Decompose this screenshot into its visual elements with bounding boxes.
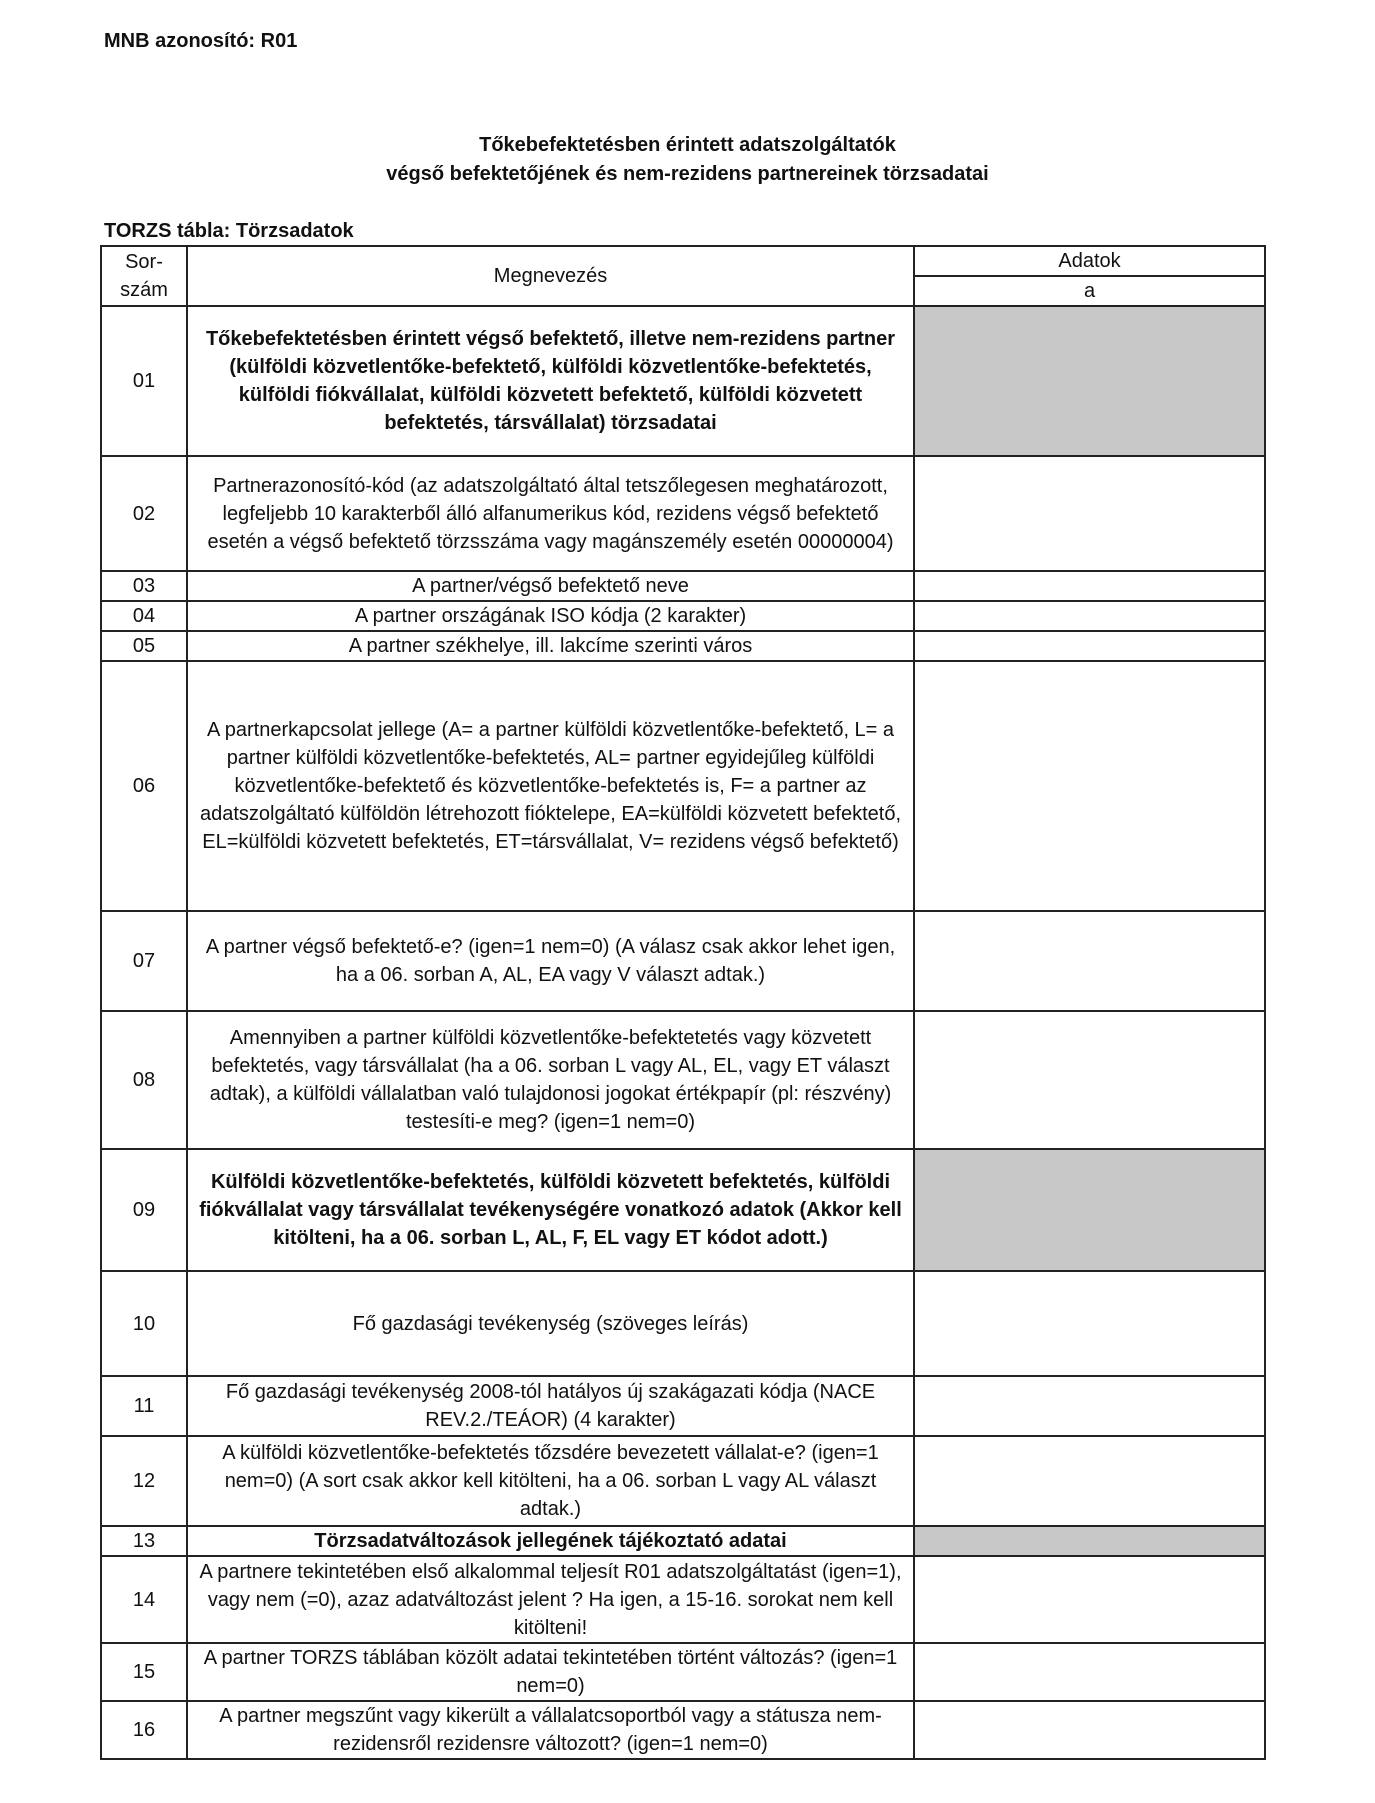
row-data-cell[interactable]: [914, 631, 1265, 661]
row-label: A partner/végső befektető neve: [187, 571, 914, 601]
torzs-table: [100, 245, 1266, 1760]
header-sorszam: [101, 246, 187, 306]
header-sorszam-line2: szám: [120, 279, 168, 301]
row-label: A partnerkapcsolat jellege (A= a partner külföldi közvetlentőke-befektető, L= a partner külföldi közvetlentőke-befektetés, AL= partner egyidejűleg külföldi közvetlentőke-befektető és közvetlentőke-befektetés is, F= a partner az adatszolgáltató külföldön létrehozott fióktelepe, EA=külföldi közvetett befektető, EL=külföldi közvetett befektetés, ET=társvállalat, V= rezidens végső befektető): [187, 661, 914, 911]
row-label: A partner TORZS táblában közölt adatai tekintetében történt változás? (igen=1 nem=0): [187, 1643, 914, 1701]
table-row: [101, 571, 1265, 601]
row-data-cell[interactable]: [914, 1643, 1265, 1701]
row-data-cell[interactable]: [914, 456, 1265, 571]
row-number: 12: [101, 1436, 187, 1526]
row-label: A partnere tekintetében első alkalommal teljesít R01 adatszolgáltatást (igen=1), vagy nem (=0), azaz adatváltozást jelent ? Ha igen, a 15-16. sorokat nem kell kitölteni!: [187, 1556, 914, 1643]
row-number: 10: [101, 1271, 187, 1376]
row-number: 15: [101, 1643, 187, 1701]
row-label: Partnerazonosító-kód (az adatszolgáltató által tetszőlegesen meghatározott, legfeljebb 10 karakterből álló alfanumerikus kód, rezidens végső befektető esetén a végső befektető törzsszáma vagy magánszemély esetén 00000004): [187, 456, 914, 571]
row-number: 04: [101, 601, 187, 631]
table-row: [101, 1436, 1265, 1526]
table-row: [101, 306, 1265, 456]
row-number: 02: [101, 456, 187, 571]
table-row: [101, 1643, 1265, 1701]
table-row: [101, 661, 1265, 911]
row-label: A külföldi közvetlentőke-befektetés tőzsdére bevezetett vállalat-e? (igen=1 nem=0) (A sort csak akkor kell kitölteni, ha a 06. sorban L vagy AL választ adtak.): [187, 1436, 914, 1526]
table-row: [101, 631, 1265, 661]
row-label: A partner megszűnt vagy kikerült a vállalatcsoportból vagy a státusza nem-rezidensről rezidensre változott? (igen=1 nem=0): [187, 1701, 914, 1759]
header-megnevezes: Megnevezés: [187, 246, 914, 306]
row-label: Fő gazdasági tevékenység (szöveges leírás): [187, 1271, 914, 1376]
row-data-cell[interactable]: [914, 911, 1265, 1011]
row-number: 09: [101, 1149, 187, 1271]
row-data-cell[interactable]: [914, 571, 1265, 601]
table-row: [101, 1701, 1265, 1759]
row-data-cell-shaded: [914, 1526, 1265, 1556]
row-number: 03: [101, 571, 187, 601]
row-data-cell[interactable]: [914, 1011, 1265, 1149]
row-label: Tőkebefektetésben érintett végső befektető, illetve nem-rezidens partner (külföldi közvetlentőke-befektető, külföldi közvetlentőke-befektetés, külföldi fiókvállalat, külföldi közvetett befektető, külföldi közvetett befektetés, társvállalat) törzsadatai: [187, 306, 914, 456]
table-row: [101, 1526, 1265, 1556]
row-data-cell[interactable]: [914, 1271, 1265, 1376]
row-label: A partner végső befektető-e? (igen=1 nem=0) (A válasz csak akkor lehet igen, ha a 06. sorban A, AL, EA vagy V választ adtak.): [187, 911, 914, 1011]
header-adatok: Adatok: [914, 246, 1265, 276]
row-data-cell[interactable]: [914, 1376, 1265, 1436]
table-row: [101, 456, 1265, 571]
table-row: [101, 1556, 1265, 1643]
row-data-cell-shaded: [914, 306, 1265, 456]
row-number: 08: [101, 1011, 187, 1149]
table-row: [101, 1011, 1265, 1149]
row-label: Fő gazdasági tevékenység 2008-tól hatályos új szakágazati kódja (NACE REV.2./TEÁOR) (4 karakter): [187, 1376, 914, 1436]
row-label: A partner székhelye, ill. lakcíme szerinti város: [187, 631, 914, 661]
document-title-line2: végső befektetőjének és nem-rezidens partnereinek törzsadatai: [386, 163, 989, 185]
row-data-cell[interactable]: [914, 661, 1265, 911]
table-caption: TORZS tábla: Törzsadatok: [104, 220, 354, 242]
table-row: [101, 911, 1265, 1011]
header-row-1: [101, 246, 1265, 276]
mnb-identifier: MNB azonosító: R01: [104, 30, 298, 52]
row-number: 06: [101, 661, 187, 911]
row-number: 11: [101, 1376, 187, 1436]
row-number: 14: [101, 1556, 187, 1643]
row-number: 16: [101, 1701, 187, 1759]
row-data-cell[interactable]: [914, 601, 1265, 631]
header-sorszam-line1: Sor-: [125, 251, 163, 273]
table-row: [101, 1149, 1265, 1271]
row-data-cell[interactable]: [914, 1436, 1265, 1526]
row-number: 13: [101, 1526, 187, 1556]
header-column-a: a: [914, 276, 1265, 306]
table-row: [101, 1271, 1265, 1376]
document-title-line1: Tőkebefektetésben érintett adatszolgáltatók: [479, 134, 896, 156]
row-number: 01: [101, 306, 187, 456]
row-label: Amennyiben a partner külföldi közvetlentőke-befektetetés vagy közvetett befektetés, vagy társvállalat (ha a 06. sorban L vagy AL, EL, vagy ET választ adtak), a külföldi vállalatban való tulajdonosi jogokat értékpapír (pl: részvény) testesíti-e meg? (igen=1 nem=0): [187, 1011, 914, 1149]
row-data-cell[interactable]: [914, 1556, 1265, 1643]
row-label: Külföldi közvetlentőke-befektetés, külföldi közvetett befektetés, külföldi fiókvállalat vagy társvállalat tevékenységére vonatkozó adatok (Akkor kell kitölteni, ha a 06. sorban L, AL, F, EL vagy ET kódot adott.): [187, 1149, 914, 1271]
row-data-cell-shaded: [914, 1149, 1265, 1271]
row-label: A partner országának ISO kódja (2 karakter): [187, 601, 914, 631]
table-row: [101, 1376, 1265, 1436]
row-number: 07: [101, 911, 187, 1011]
row-number: 05: [101, 631, 187, 661]
row-data-cell[interactable]: [914, 1701, 1265, 1759]
row-label: Törzsadatváltozások jellegének tájékoztató adatai: [187, 1526, 914, 1556]
table-row: [101, 601, 1265, 631]
